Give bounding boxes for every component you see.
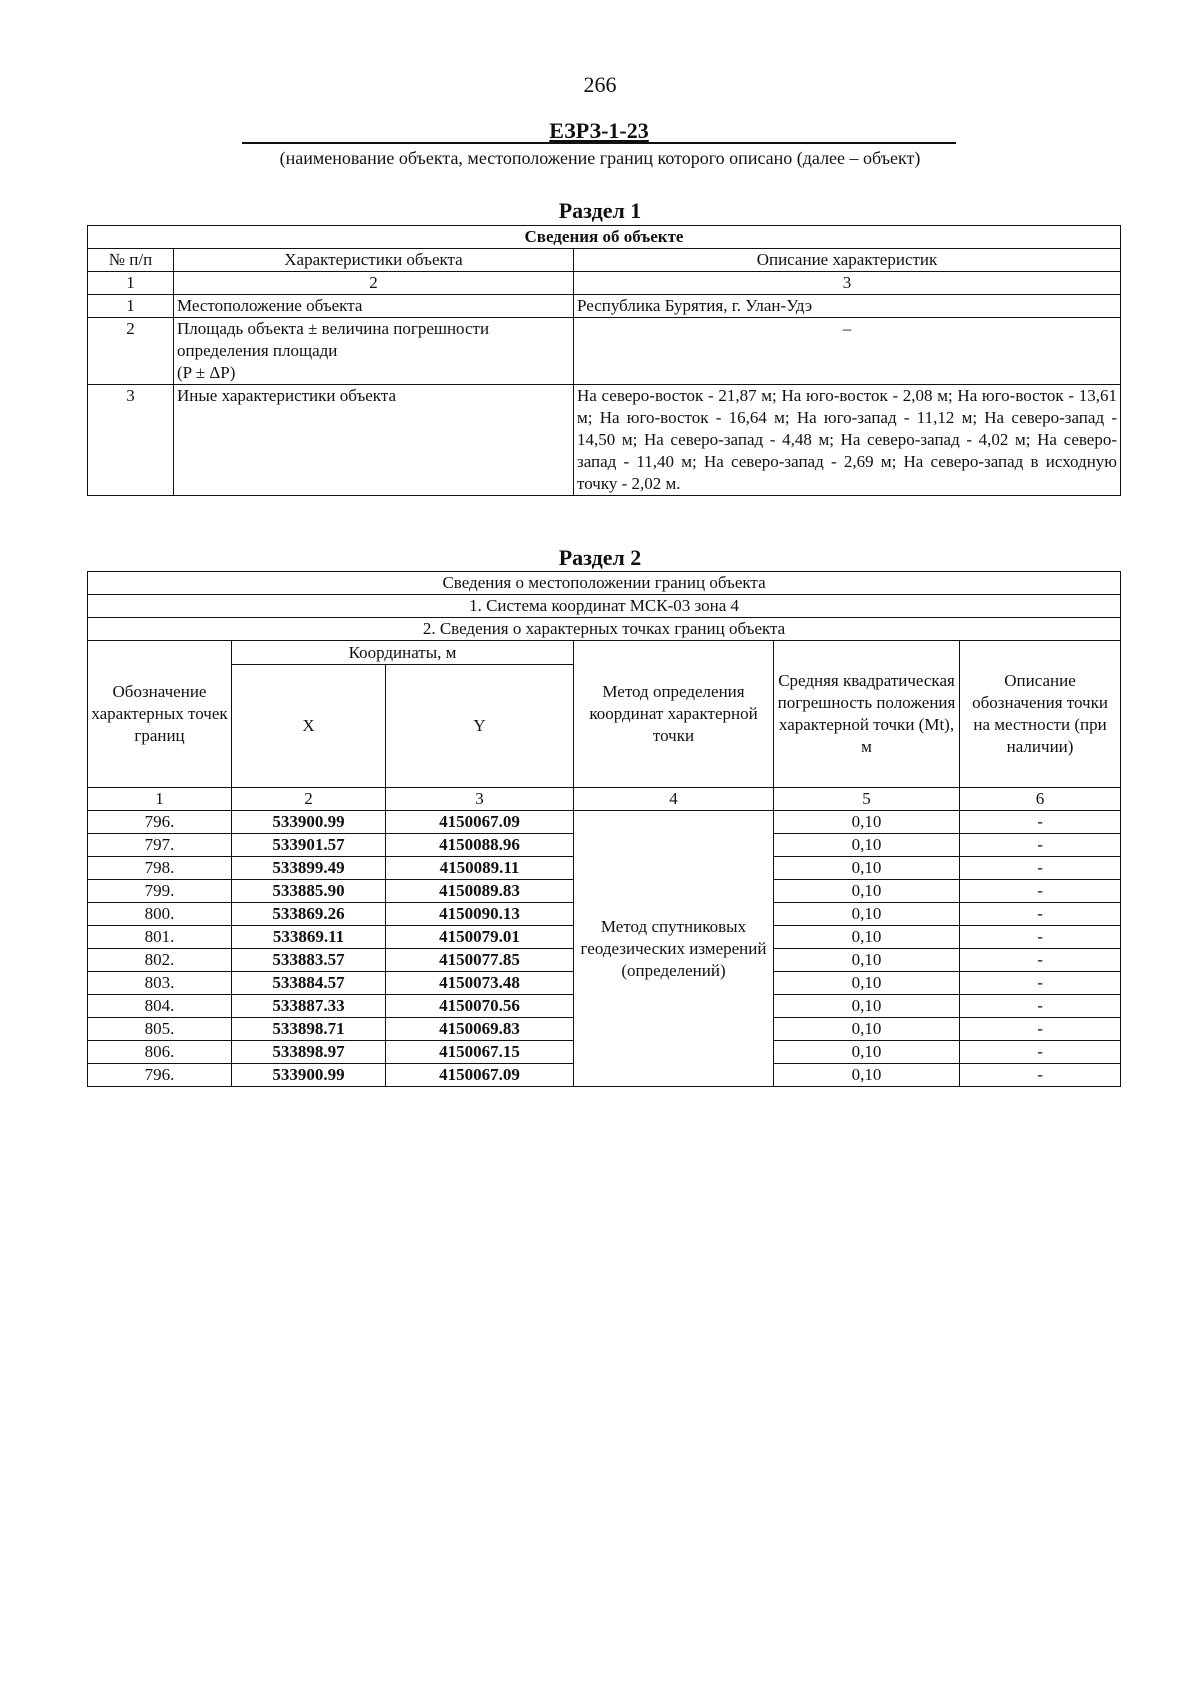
point-description: - [960, 926, 1121, 949]
header-number: № п/п [88, 249, 174, 272]
point-x: 533901.57 [232, 834, 386, 857]
table-row [88, 385, 1121, 496]
section2-title: Раздел 2 [558, 545, 642, 570]
point-accuracy: 0,10 [774, 972, 960, 995]
point-description: - [960, 834, 1121, 857]
col-header-accuracy: Средняя квадратическая погрешность положения характерной точки (Mt), м [774, 641, 960, 788]
point-accuracy: 0,10 [774, 1018, 960, 1041]
point-y: 4150067.09 [386, 1064, 574, 1087]
section2-header-1: Сведения о местоположении границ объекта [88, 572, 1121, 595]
section2-header-2: 1. Система координат МСК-03 зона 4 [88, 595, 1121, 618]
point-accuracy: 0,10 [774, 926, 960, 949]
point-x: 533899.49 [232, 857, 386, 880]
point-id: 796. [88, 811, 232, 834]
point-id: 798. [88, 857, 232, 880]
point-id: 797. [88, 834, 232, 857]
point-method: Метод спутниковых геодезических измерений (определений) [574, 811, 774, 1087]
point-accuracy: 0,10 [774, 811, 960, 834]
point-y: 4150070.56 [386, 995, 574, 1018]
col-header-description: Описание обозначения точки на местности (при наличии) [960, 641, 1121, 788]
point-accuracy: 0,10 [774, 903, 960, 926]
point-id: 802. [88, 949, 232, 972]
row-description: На северо-восток - 21,87 м; На юго-восток - 2,08 м; На юго-восток - 13,61 м; На юго-восток - 16,64 м; На юго-запад - 11,12 м; На северо-запад - 14,50 м; На северо-запад - 4,48 м; На северо-запад - 4,02 м; На северо-запад - 11,40 м; На северо-запад - 2,69 м; На северо-запад в исходную точку - 2,02 м. [574, 385, 1121, 496]
object-name-underline [242, 142, 956, 144]
section1-title: Раздел 1 [558, 198, 642, 223]
row-characteristic-formula: (P ± ΔP) [177, 363, 236, 382]
table-row [88, 811, 1121, 834]
point-id: 796. [88, 1064, 232, 1087]
point-description: - [960, 1018, 1121, 1041]
point-y: 4150089.11 [386, 857, 574, 880]
point-description: - [960, 972, 1121, 995]
row-number: 3 [88, 385, 174, 496]
point-accuracy: 0,10 [774, 834, 960, 857]
point-x: 533869.11 [232, 926, 386, 949]
row-number: 2 [88, 318, 174, 385]
point-accuracy: 0,10 [774, 995, 960, 1018]
point-id: 806. [88, 1041, 232, 1064]
point-description: - [960, 857, 1121, 880]
point-description: - [960, 880, 1121, 903]
row-description: – [574, 318, 1121, 385]
point-accuracy: 0,10 [774, 1064, 960, 1087]
section2-header-3: 2. Сведения о характерных точках границ объекта [88, 618, 1121, 641]
point-x: 533900.99 [232, 1064, 386, 1087]
table-row [88, 318, 1121, 385]
point-description: - [960, 1064, 1121, 1087]
point-x: 533884.57 [232, 972, 386, 995]
col-number: 1 [88, 272, 174, 295]
point-description: - [960, 811, 1121, 834]
table-row [88, 295, 1121, 318]
point-x: 533883.57 [232, 949, 386, 972]
point-y: 4150079.01 [386, 926, 574, 949]
col-number: 1 [88, 788, 232, 811]
row-characteristic: Иные характеристики объекта [174, 385, 574, 496]
point-y: 4150090.13 [386, 903, 574, 926]
row-number: 1 [88, 295, 174, 318]
point-x: 533898.71 [232, 1018, 386, 1041]
point-id: 801. [88, 926, 232, 949]
col-header-y: Y [386, 665, 574, 788]
row-characteristic: Местоположение объекта [174, 295, 574, 318]
point-x: 533898.97 [232, 1041, 386, 1064]
boundary-points-table [87, 571, 1121, 1087]
row-characteristic [174, 318, 574, 385]
col-number: 3 [386, 788, 574, 811]
object-info-table-title: Сведения об объекте [88, 226, 1121, 249]
point-id: 803. [88, 972, 232, 995]
col-number: 2 [232, 788, 386, 811]
point-description: - [960, 995, 1121, 1018]
point-y: 4150073.48 [386, 972, 574, 995]
point-description: - [960, 903, 1121, 926]
col-header-coordinates: Координаты, м [232, 641, 574, 665]
row-description: Республика Бурятия, г. Улан-Удэ [574, 295, 1121, 318]
point-id: 804. [88, 995, 232, 1018]
page-number: 266 [583, 72, 617, 97]
point-id: 799. [88, 880, 232, 903]
header-description: Описание характеристик [574, 249, 1121, 272]
point-id: 800. [88, 903, 232, 926]
point-accuracy: 0,10 [774, 1041, 960, 1064]
point-y: 4150077.85 [386, 949, 574, 972]
point-accuracy: 0,10 [774, 857, 960, 880]
col-number: 6 [960, 788, 1121, 811]
col-header-x: X [232, 665, 386, 788]
col-header-designation: Обозначение характерных точек границ [88, 641, 232, 788]
point-x: 533869.26 [232, 903, 386, 926]
point-y: 4150088.96 [386, 834, 574, 857]
point-x: 533887.33 [232, 995, 386, 1018]
point-id: 805. [88, 1018, 232, 1041]
point-x: 533900.99 [232, 811, 386, 834]
col-number: 5 [774, 788, 960, 811]
point-y: 4150069.83 [386, 1018, 574, 1041]
col-number: 4 [574, 788, 774, 811]
point-y: 4150067.15 [386, 1041, 574, 1064]
header-characteristic: Характеристики объекта [174, 249, 574, 272]
point-x: 533885.90 [232, 880, 386, 903]
col-header-method: Метод определения координат характерной точки [574, 641, 774, 788]
point-description: - [960, 1041, 1121, 1064]
object-name: ЕЗРЗ-1-23 [549, 118, 649, 143]
point-accuracy: 0,10 [774, 880, 960, 903]
point-accuracy: 0,10 [774, 949, 960, 972]
point-y: 4150067.09 [386, 811, 574, 834]
object-info-table [87, 225, 1121, 496]
row-characteristic-text: Площадь объекта ± величина погрешности определения площади [177, 319, 490, 360]
col-number: 2 [174, 272, 574, 295]
object-caption: (наименование объекта, местоположение границ которого описано (далее – объект) [279, 148, 921, 168]
points-body [88, 811, 1121, 1087]
point-description: - [960, 949, 1121, 972]
col-number: 3 [574, 272, 1121, 295]
point-y: 4150089.83 [386, 880, 574, 903]
